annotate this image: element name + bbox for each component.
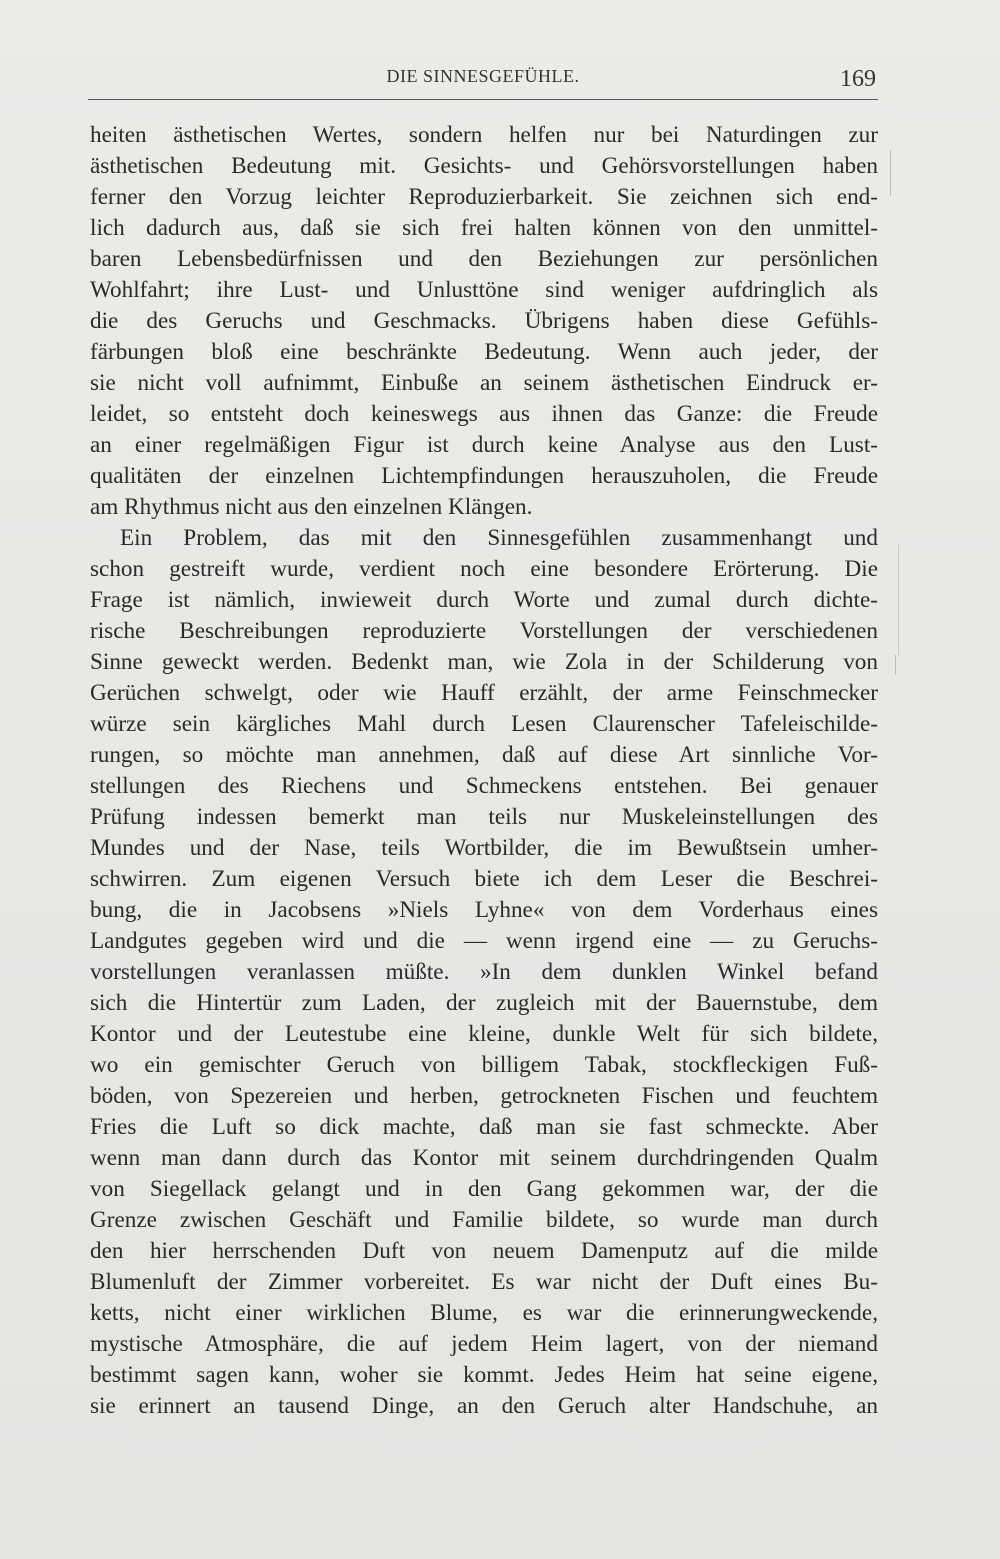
page-number: 169 (840, 66, 876, 92)
text-line: heiten ästhetischen Wertes, sondern helfen nur bei Naturdingen zur (90, 122, 878, 148)
text-line: sie erinnert an tausend Dinge, an den Geruch alter Handschuhe, an (90, 1393, 878, 1419)
text-line: Fries die Luft so dick machte, daß man sie fast schmeckte. Aber (90, 1114, 878, 1140)
text-line: wenn man dann durch das Kontor mit seinem durchdringenden Qualm (90, 1145, 878, 1171)
text-line: schwirren. Zum eigenen Versuch biete ich dem Leser die Beschrei- (90, 866, 878, 892)
margin-mark (898, 545, 899, 655)
running-head: DIE SINNESGEFÜHLE. (386, 66, 580, 86)
text-line: an einer regelmäßigen Figur ist durch keine Analyse aus den Lust- (90, 432, 878, 458)
text-line: schon gestreift wurde, verdient noch eine besondere Erörterung. Die (90, 556, 878, 582)
text-line: ketts, nicht einer wirklichen Blume, es war die erinnerungweckende, (90, 1300, 878, 1326)
text-line: qualitäten der einzelnen Lichtempfindungen herauszuholen, die Freude (90, 463, 878, 489)
margin-mark (895, 655, 896, 675)
text-line: Frage ist nämlich, inwieweit durch Worte und zumal durch dichte- (90, 587, 878, 613)
text-line: böden, von Spezereien und herben, getrockneten Fischen und feuchtem (90, 1083, 878, 1109)
text-line: Blumenluft der Zimmer vorbereitet. Es war nicht der Duft eines Bu- (90, 1269, 878, 1295)
text-line: Prüfung indessen bemerkt man teils nur Muskeleinstellungen des (90, 804, 878, 830)
text-line: stellungen des Riechens und Schmeckens entstehen. Bei genauer (90, 773, 878, 799)
margin-mark (890, 150, 891, 196)
text-line: leidet, so entsteht doch keineswegs aus ihnen das Ganze: die Freude (90, 401, 878, 427)
text-line: von Siegellack gelangt und in den Gang gekommen war, der die (90, 1176, 878, 1202)
text-line: würze sein kärgliches Mahl durch Lesen Claurenscher Tafeleischilde- (90, 711, 878, 737)
paragraph-first-line: Ein Problem, das mit den Sinnesgefühlen zusammenhangt und (120, 525, 878, 551)
text-line: ästhetischen Bedeutung mit. Gesichts- und Gehörsvorstellungen haben (90, 153, 878, 179)
body-text (90, 120, 878, 1422)
text-line: mystische Atmosphäre, die auf jedem Heim lagert, von der niemand (90, 1331, 878, 1357)
text-line: sie nicht voll aufnimmt, Einbuße an seinem ästhetischen Eindruck er- (90, 370, 878, 396)
text-line: Kontor und der Leutestube eine kleine, dunkle Welt für sich bildete, (90, 1021, 878, 1047)
text-line: baren Lebensbedürfnissen und den Beziehungen zur persönlichen (90, 246, 878, 272)
text-line: Mundes und der Nase, teils Wortbilder, die im Bewußtsein umher- (90, 835, 878, 861)
text-line: Grenze zwischen Geschäft und Familie bildete, so wurde man durch (90, 1207, 878, 1233)
text-line: vorstellungen veranlassen müßte. »In dem dunklen Winkel befand (90, 959, 878, 985)
text-line: den hier herrschenden Duft von neuem Damenputz auf die milde (90, 1238, 878, 1264)
text-line: die des Geruchs und Geschmacks. Übrigens haben diese Gefühls- (90, 308, 878, 334)
text-line: Wohlfahrt; ihre Lust- und Unlusttöne sind weniger aufdringlich als (90, 277, 878, 303)
text-line: bung, die in Jacobsens »Niels Lyhne« von dem Vorderhaus eines (90, 897, 878, 923)
text-line: lich dadurch aus, daß sie sich frei halten können von den unmittel- (90, 215, 878, 241)
text-line: Landgutes gegeben wird und die — wenn irgend eine — zu Geruchs- (90, 928, 878, 954)
text-line: Gerüchen schwelgt, oder wie Hauff erzählt, der arme Feinschmecker (90, 680, 878, 706)
page-header (88, 62, 878, 102)
text-line: Sinne geweckt werden. Bedenkt man, wie Zola in der Schilderung von (90, 649, 878, 675)
text-line: rische Beschreibungen reproduzierte Vorstellungen der verschiedenen (90, 618, 878, 644)
text-line: am Rhythmus nicht aus den einzelnen Klängen. (90, 494, 533, 520)
text-line: ferner den Vorzug leichter Reproduzierbarkeit. Sie zeichnen sich end- (90, 184, 878, 210)
text-line: sich die Hintertür zum Laden, der zugleich mit der Bauernstube, dem (90, 990, 878, 1016)
text-line: rungen, so möchte man annehmen, daß auf diese Art sinnliche Vor- (90, 742, 878, 768)
text-line: bestimmt sagen kann, woher sie kommt. Jedes Heim hat seine eigene, (90, 1362, 878, 1388)
text-line: wo ein gemischter Geruch von billigem Tabak, stockfleckigen Fuß- (90, 1052, 878, 1078)
header-rule (88, 99, 878, 100)
text-line: färbungen bloß eine beschränkte Bedeutung. Wenn auch jeder, der (90, 339, 878, 365)
